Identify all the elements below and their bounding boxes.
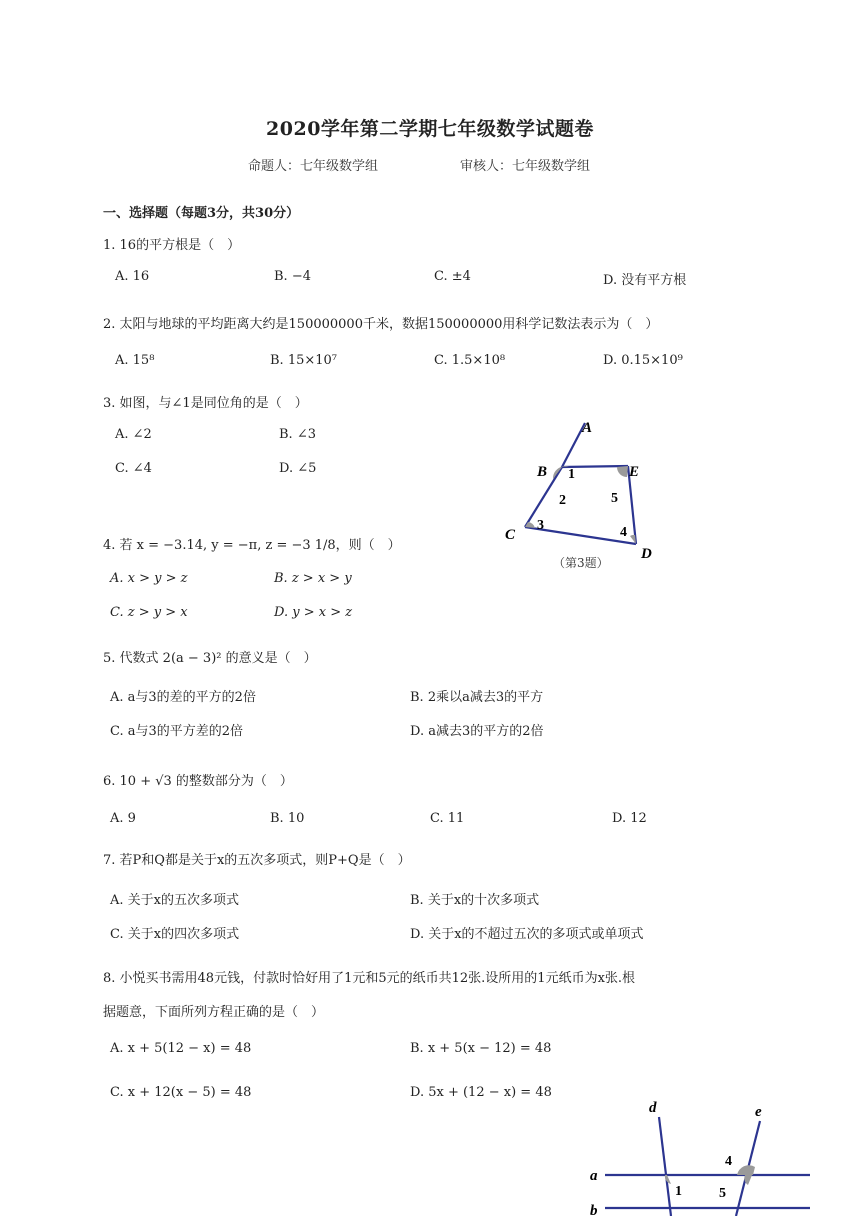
setter-label: 命题人：七年级数学组 <box>248 159 379 174</box>
q2-option-c: C. 1.5×10⁸ <box>434 353 506 368</box>
q7-option-c: C. 关于x的四次多项式 <box>110 927 240 942</box>
angle-label-5: 5 <box>611 491 618 506</box>
angle-label-5-bottom: 5 <box>719 1186 726 1201</box>
q1-option-b: B. −4 <box>274 269 311 284</box>
q4-option-d: D. y > x > z <box>274 605 353 620</box>
angle-label-1-bottom: 1 <box>675 1184 682 1199</box>
q8-option-d: D. 5x + (12 − x) = 48 <box>410 1085 552 1100</box>
angle-label-1: 1 <box>568 467 575 482</box>
question-1-stem: 1. 16的平方根是（ ） <box>103 238 241 253</box>
q2-option-b: B. 15×10⁷ <box>270 353 338 368</box>
page-title: 2020学年第二学期七年级数学试题卷 <box>266 118 594 140</box>
q1-option-c: C. ±4 <box>434 269 471 284</box>
question-5-stem: 5. 代数式 2(a − 3)² 的意义是（ ） <box>103 651 317 666</box>
point-label-b: B <box>537 464 548 480</box>
point-label-a: A <box>582 420 593 436</box>
q5-option-a: A. a与3的差的平方的2倍 <box>110 690 256 705</box>
line-label-d: d <box>649 1100 657 1116</box>
parallel-lines-diagram <box>585 1095 820 1216</box>
question-6-stem: 6. 10 + √3 的整数部分为（ ） <box>103 774 293 789</box>
q6-option-a: A. 9 <box>110 811 136 826</box>
question-7-stem: 7. 若P和Q都是关于x的五次多项式，则P+Q是（ ） <box>103 853 411 868</box>
point-label-c: C <box>505 527 516 543</box>
q8-option-b: B. x + 5(x − 12) = 48 <box>410 1041 552 1056</box>
q3-option-a: A. ∠2 <box>115 427 152 442</box>
figure-3-caption: （第3题） <box>553 556 609 570</box>
q6-option-c: C. 11 <box>430 811 465 826</box>
q4-option-c: C. z > y > x <box>110 605 188 620</box>
q7-option-a: A. 关于x的五次多项式 <box>110 893 239 908</box>
point-label-e: E <box>629 464 640 480</box>
line-label-b: b <box>590 1203 598 1216</box>
q6-option-b: B. 10 <box>270 811 305 826</box>
line-label-e: e <box>755 1104 762 1120</box>
figure-3-diagram <box>495 415 670 575</box>
angle-label-4-bottom: 4 <box>725 1154 732 1169</box>
q6-option-d: D. 12 <box>612 811 647 826</box>
angle-label-3: 3 <box>537 518 544 533</box>
q3-option-d: D. ∠5 <box>279 461 317 476</box>
q2-option-d: D. 0.15×10⁹ <box>603 353 683 368</box>
q3-option-c: C. ∠4 <box>115 461 152 476</box>
angle-label-2: 2 <box>559 493 566 508</box>
q8-option-c: C. x + 12(x − 5) = 48 <box>110 1085 252 1100</box>
q4-option-a: A. x > y > z <box>110 571 188 586</box>
q1-option-a: A. 16 <box>115 269 150 284</box>
question-2-stem: 2. 太阳与地球的平均距离大约是150000000千米，数据150000000用科学记数法表示为（ ） <box>103 317 659 332</box>
angle-label-4: 4 <box>620 525 627 540</box>
q5-option-d: D. a减去3的平方的2倍 <box>410 724 544 739</box>
q1-option-d: D. 没有平方根 <box>603 273 687 288</box>
question-8-stem-line1: 8. 小悦买书需用48元钱，付款时恰好用了1元和5元的纸币共12张.设所用的1元纸币为x张.根 <box>103 971 636 986</box>
point-label-d: D <box>641 546 652 562</box>
reviewer-label: 审核人：七年级数学组 <box>460 159 591 174</box>
line-label-a: a <box>590 1168 598 1184</box>
q8-option-a: A. x + 5(12 − x) = 48 <box>110 1041 252 1056</box>
q3-option-b: B. ∠3 <box>279 427 316 442</box>
q5-option-b: B. 2乘以a减去3的平方 <box>410 690 544 705</box>
q2-option-a: A. 15⁸ <box>115 353 155 368</box>
q7-option-b: B. 关于x的十次多项式 <box>410 893 540 908</box>
q7-option-d: D. 关于x的不超过五次的多项式或单项式 <box>410 927 644 942</box>
question-8-stem-line2: 据题意，下面所列方程正确的是（ ） <box>103 1005 325 1020</box>
question-3-stem: 3. 如图，与∠1是同位角的是（ ） <box>103 396 308 411</box>
q5-option-c: C. a与3的平方差的2倍 <box>110 724 244 739</box>
question-4-stem: 4. 若 x = −3.14, y = −π, z = −3 1/8，则（ ） <box>103 538 401 553</box>
section-heading: 一、选择题（每题3分，共30分） <box>103 206 300 221</box>
q4-option-b: B. z > x > y <box>274 571 352 586</box>
